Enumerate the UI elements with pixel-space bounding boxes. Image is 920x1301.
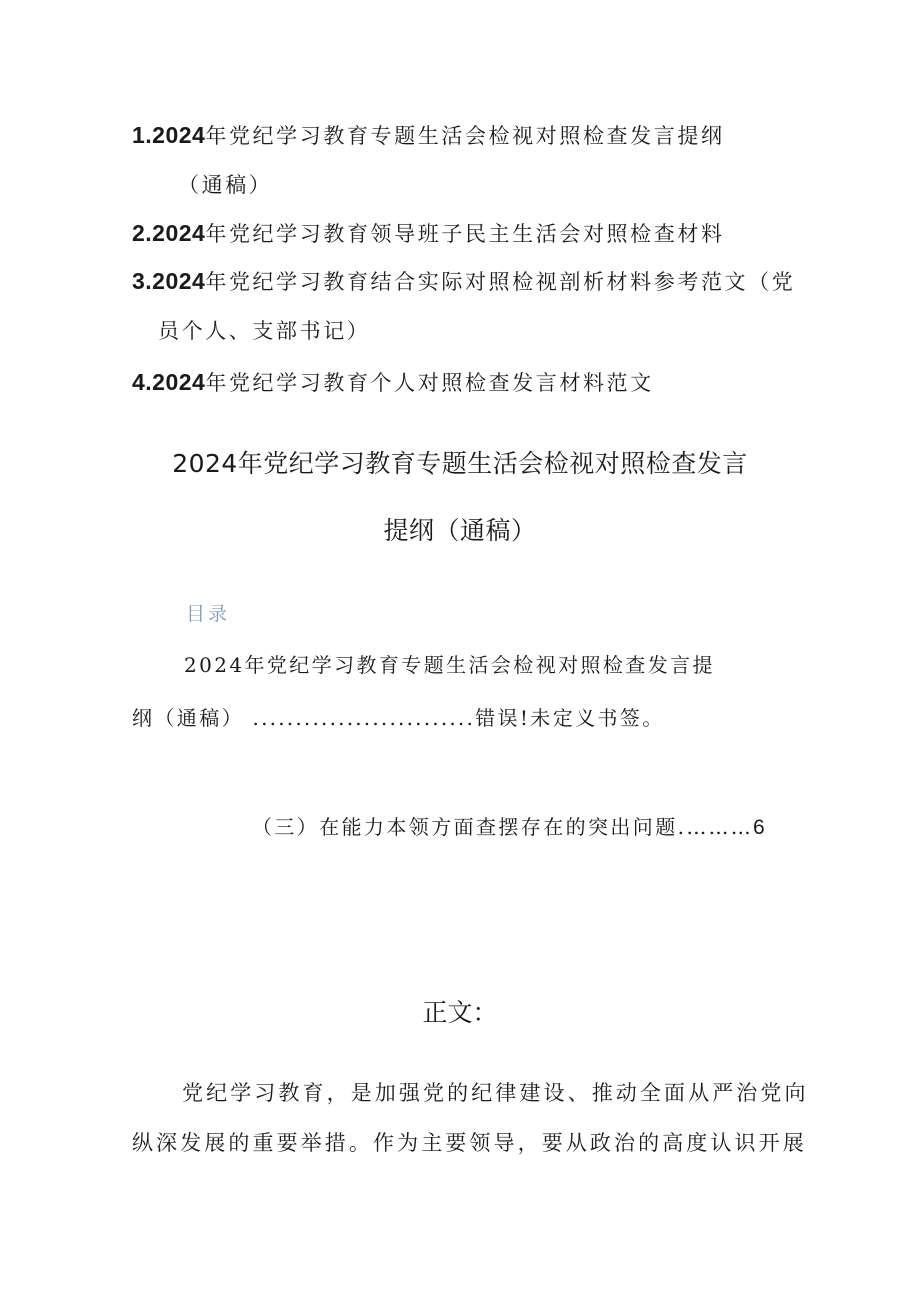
article-title-line-1: 2024年党纪学习教育专题生活会检视对照检查发言 [172,449,748,478]
list-item-number: 3.2024 [132,268,206,294]
list-item-continuation: 员个人、支部书记） [158,319,371,343]
list-item-number: 4.2024 [132,369,206,395]
toc-label: 目录 [186,603,231,625]
body-paragraph-line-1: 党纪学习教育，是加强党的纪律建设、推动全面从严治党向 [182,1081,809,1105]
toc-entry[interactable] [132,703,665,733]
toc-entry-text: （三）在能力本领方面查摆存在的突出问题. [252,815,687,839]
toc-entry[interactable] [252,812,765,843]
toc-entry-line[interactable]: 2024年党纪学习教育专题生活会检视对照检查发言提 [184,653,715,677]
toc-leader-dots: .......................... [244,706,476,730]
toc-entry-page: 6 [752,816,766,839]
body-heading: 正文： [422,998,498,1027]
list-item [132,218,725,249]
list-item-text: 年党纪学习教育专题生活会检视对照检查发言提纲 [205,124,725,148]
list-item [132,120,725,151]
list-item-text: 年党纪学习教育领导班子民主生活会对照检查材料 [205,222,725,246]
list-item-number: 1.2024 [132,122,206,148]
toc-leader-dots: ……… [686,815,753,839]
toc-entry-text: 纲（通稿） [132,706,244,730]
list-item [132,266,795,297]
list-item-text: 年党纪学习教育结合实际对照检视剖析材料参考范文（党 [205,270,796,294]
article-title-line-2: 提纲（通稿） [383,516,537,545]
list-item-continuation: （通稿） [178,173,273,197]
list-item-number: 2.2024 [132,220,206,246]
list-item [132,367,654,398]
list-item-text: 年党纪学习教育个人对照检查发言材料范文 [205,371,654,395]
body-paragraph-line-2: 纵深发展的重要举措。作为主要领导，要从政治的高度认识开展 [132,1131,807,1155]
toc-entry-page: 错误!未定义书签。 [475,706,665,730]
